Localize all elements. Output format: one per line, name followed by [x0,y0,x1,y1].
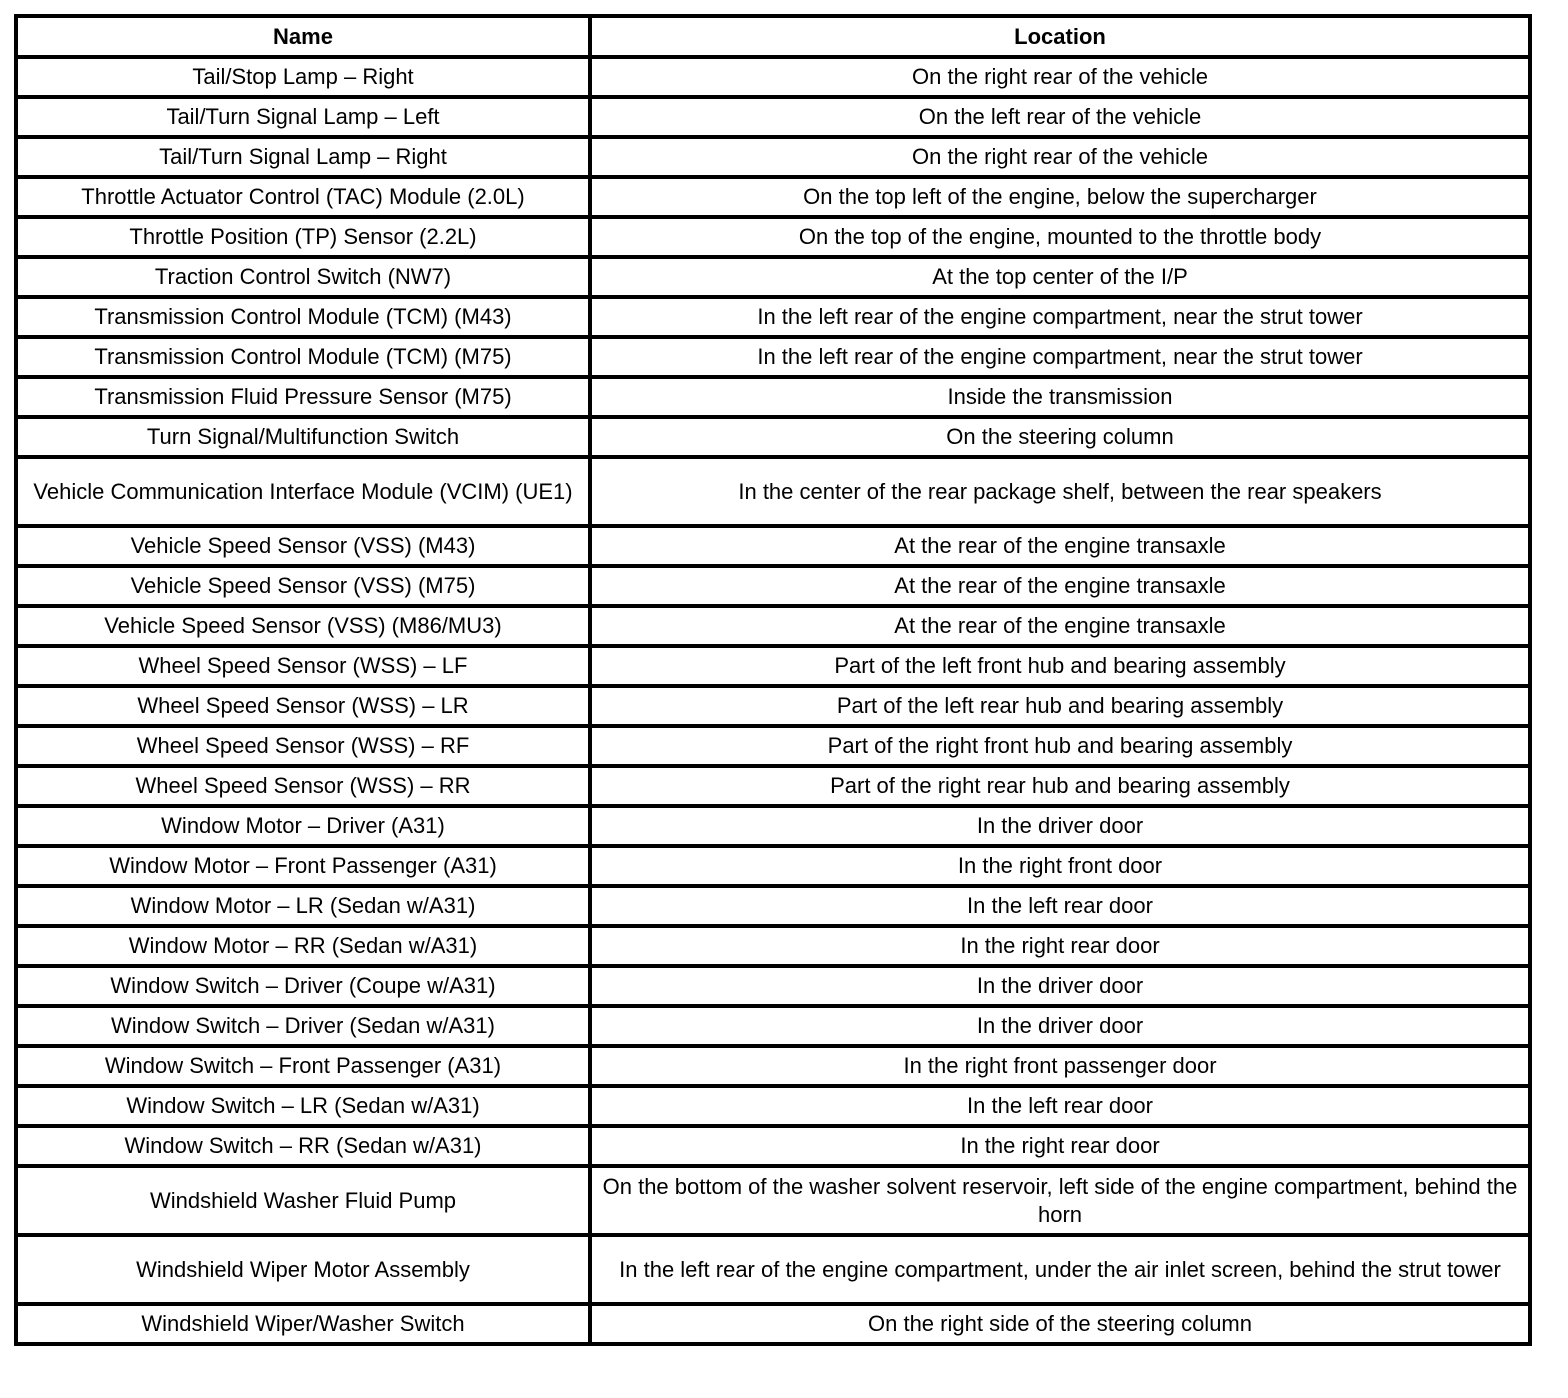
name-cell: Transmission Fluid Pressure Sensor (M75) [16,377,590,417]
location-cell: Part of the right rear hub and bearing assembly [590,766,1530,806]
name-cell: Wheel Speed Sensor (WSS) – LR [16,686,590,726]
name-cell: Turn Signal/Multifunction Switch [16,417,590,457]
table-row [16,606,1530,646]
name-cell: Window Motor – RR (Sedan w/A31) [16,926,590,966]
location-cell: At the rear of the engine transaxle [590,566,1530,606]
table-row [16,337,1530,377]
location-cell: Part of the left front hub and bearing assembly [590,646,1530,686]
name-cell: Vehicle Speed Sensor (VSS) (M86/MU3) [16,606,590,646]
table-row [16,1304,1530,1344]
name-cell: Window Motor – LR (Sedan w/A31) [16,886,590,926]
name-cell: Wheel Speed Sensor (WSS) – RF [16,726,590,766]
location-cell: In the driver door [590,1006,1530,1046]
name-cell: Windshield Wiper/Washer Switch [16,1304,590,1344]
location-cell: In the left rear of the engine compartment, under the air inlet screen, behind the strut tower [590,1235,1530,1304]
table-row [16,1235,1530,1304]
location-cell: In the driver door [590,806,1530,846]
name-cell: Transmission Control Module (TCM) (M43) [16,297,590,337]
location-cell: In the right rear door [590,926,1530,966]
location-cell: In the left rear door [590,1086,1530,1126]
table-row [16,137,1530,177]
name-cell: Tail/Stop Lamp – Right [16,57,590,97]
table-row [16,806,1530,846]
location-cell: On the right rear of the vehicle [590,57,1530,97]
location-cell: In the left rear door [590,886,1530,926]
location-cell: On the steering column [590,417,1530,457]
table-row [16,217,1530,257]
header-row [16,16,1530,57]
table-row [16,886,1530,926]
table-row [16,57,1530,97]
table-row [16,726,1530,766]
location-cell: Inside the transmission [590,377,1530,417]
location-cell: At the rear of the engine transaxle [590,606,1530,646]
table-row [16,1006,1530,1046]
name-cell: Vehicle Speed Sensor (VSS) (M75) [16,566,590,606]
column-header-name: Name [16,16,590,57]
table-row [16,846,1530,886]
location-cell: On the bottom of the washer solvent reservoir, left side of the engine compartment, behind the horn [590,1166,1530,1235]
location-cell: In the right front passenger door [590,1046,1530,1086]
table-row [16,257,1530,297]
name-cell: Tail/Turn Signal Lamp – Right [16,137,590,177]
location-cell: Part of the right front hub and bearing assembly [590,726,1530,766]
table-row [16,926,1530,966]
table-row [16,1086,1530,1126]
location-cell: In the center of the rear package shelf, between the rear speakers [590,457,1530,526]
table-row [16,1046,1530,1086]
name-cell: Window Motor – Driver (A31) [16,806,590,846]
location-cell: On the right rear of the vehicle [590,137,1530,177]
table-row [16,566,1530,606]
table-row [16,766,1530,806]
name-cell: Throttle Position (TP) Sensor (2.2L) [16,217,590,257]
location-cell: In the driver door [590,966,1530,1006]
location-cell: At the top center of the I/P [590,257,1530,297]
location-cell: On the right side of the steering column [590,1304,1530,1344]
location-cell: On the left rear of the vehicle [590,97,1530,137]
location-cell: In the left rear of the engine compartment, near the strut tower [590,337,1530,377]
name-cell: Vehicle Speed Sensor (VSS) (M43) [16,526,590,566]
name-cell: Wheel Speed Sensor (WSS) – LF [16,646,590,686]
name-cell: Throttle Actuator Control (TAC) Module (2.0L) [16,177,590,217]
name-cell: Window Switch – Front Passenger (A31) [16,1046,590,1086]
component-location-table [14,14,1532,1346]
table-row [16,377,1530,417]
location-cell: In the right rear door [590,1126,1530,1166]
table-row [16,97,1530,137]
location-cell: Part of the left rear hub and bearing assembly [590,686,1530,726]
table-row [16,966,1530,1006]
name-cell: Wheel Speed Sensor (WSS) – RR [16,766,590,806]
table-row [16,177,1530,217]
table-row [16,457,1530,526]
column-header-location: Location [590,16,1530,57]
location-cell: At the rear of the engine transaxle [590,526,1530,566]
name-cell: Window Motor – Front Passenger (A31) [16,846,590,886]
name-cell: Window Switch – LR (Sedan w/A31) [16,1086,590,1126]
table-row [16,526,1530,566]
name-cell: Traction Control Switch (NW7) [16,257,590,297]
table-row [16,1126,1530,1166]
name-cell: Transmission Control Module (TCM) (M75) [16,337,590,377]
name-cell: Window Switch – Driver (Coupe w/A31) [16,966,590,1006]
name-cell: Tail/Turn Signal Lamp – Left [16,97,590,137]
name-cell: Window Switch – RR (Sedan w/A31) [16,1126,590,1166]
location-cell: On the top left of the engine, below the supercharger [590,177,1530,217]
table-row [16,686,1530,726]
name-cell: Window Switch – Driver (Sedan w/A31) [16,1006,590,1046]
table-row [16,1166,1530,1235]
name-cell: Windshield Wiper Motor Assembly [16,1235,590,1304]
name-cell: Windshield Washer Fluid Pump [16,1166,590,1235]
location-cell: In the right front door [590,846,1530,886]
location-cell: In the left rear of the engine compartment, near the strut tower [590,297,1530,337]
name-cell: Vehicle Communication Interface Module (VCIM) (UE1) [16,457,590,526]
table-row [16,297,1530,337]
location-cell: On the top of the engine, mounted to the throttle body [590,217,1530,257]
table-row [16,646,1530,686]
table-row [16,417,1530,457]
